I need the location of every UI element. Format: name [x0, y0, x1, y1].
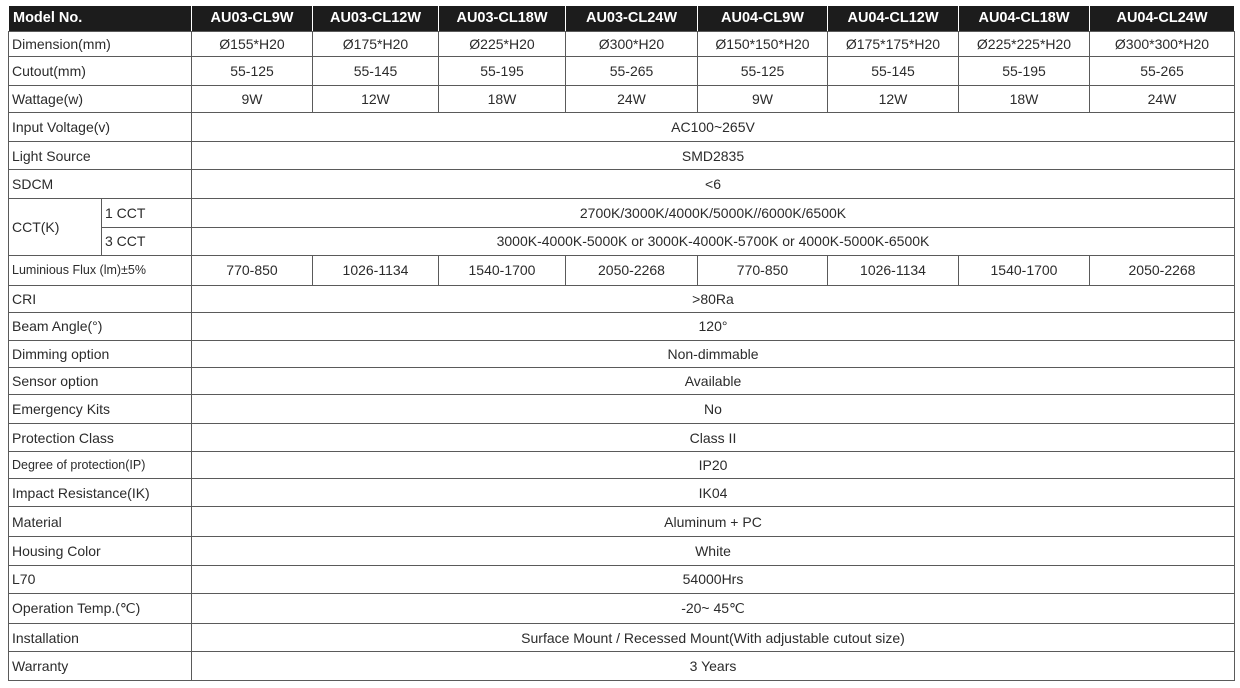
- table-cell: 18W: [439, 85, 566, 112]
- table-cell: -20~ 45℃: [192, 594, 1235, 624]
- table-cell: 54000Hrs: [192, 565, 1235, 594]
- table-row: [9, 395, 1235, 424]
- model-header: AU03-CL12W: [313, 6, 439, 32]
- row-label: Wattage(w): [9, 85, 192, 112]
- row-label: Light Source: [9, 141, 192, 170]
- table-row: [9, 423, 1235, 452]
- table-cell: IK04: [192, 478, 1235, 507]
- table-cell: Ø300*H20: [566, 32, 698, 57]
- model-header: AU04-CL9W: [698, 6, 828, 32]
- table-row: [9, 340, 1235, 367]
- table-cell: IP20: [192, 452, 1235, 478]
- row-label: Housing Color: [9, 536, 192, 565]
- model-header: AU04-CL24W: [1090, 6, 1235, 32]
- table-row: [9, 256, 1235, 286]
- table-cell: 770-850: [192, 256, 313, 286]
- model-header: AU03-CL24W: [566, 6, 698, 32]
- table-cell: 120°: [192, 313, 1235, 340]
- table-row: [9, 113, 1235, 142]
- table-row: [9, 623, 1235, 652]
- row-label: Sensor option: [9, 367, 192, 394]
- row-sublabel: 1 CCT: [102, 198, 192, 227]
- row-label: Material: [9, 507, 192, 537]
- model-header: AU03-CL18W: [439, 6, 566, 32]
- table-cell: Available: [192, 367, 1235, 394]
- table-row: [9, 478, 1235, 507]
- model-header: AU03-CL9W: [192, 6, 313, 32]
- header-row: [9, 6, 1235, 32]
- row-label: Dimension(mm): [9, 32, 192, 57]
- table-cell: Ø300*300*H20: [1090, 32, 1235, 57]
- table-cell: 55-265: [1090, 57, 1235, 86]
- table-cell: 55-125: [698, 57, 828, 86]
- table-row: [9, 85, 1235, 112]
- table-cell: 24W: [566, 85, 698, 112]
- table-row: [9, 32, 1235, 57]
- row-label: Beam Angle(°): [9, 313, 192, 340]
- row-label: Emergency Kits: [9, 395, 192, 424]
- table-cell: 55-145: [828, 57, 959, 86]
- model-header: AU04-CL18W: [959, 6, 1090, 32]
- table-cell: >80Ra: [192, 285, 1235, 312]
- table-cell: Ø175*175*H20: [828, 32, 959, 57]
- header-label: Model No.: [9, 6, 192, 32]
- table-cell: 1540-1700: [439, 256, 566, 286]
- table-row: [9, 285, 1235, 312]
- model-header: AU04-CL12W: [828, 6, 959, 32]
- row-label: Installation: [9, 623, 192, 652]
- table-cell: No: [192, 395, 1235, 424]
- table-cell: 18W: [959, 85, 1090, 112]
- table-row: [9, 227, 1235, 256]
- table-row: [9, 452, 1235, 478]
- table-cell: Ø175*H20: [313, 32, 439, 57]
- table-row: [9, 198, 1235, 227]
- table-cell: Surface Mount / Recessed Mount(With adjustable cutout size): [192, 623, 1235, 652]
- table-cell: 2050-2268: [566, 256, 698, 286]
- row-label: CCT(K): [9, 198, 102, 255]
- table-cell: SMD2835: [192, 141, 1235, 170]
- row-sublabel: 3 CCT: [102, 227, 192, 256]
- table-row: [9, 652, 1235, 681]
- table-cell: 55-265: [566, 57, 698, 86]
- table-row: [9, 141, 1235, 170]
- table-cell: 12W: [313, 85, 439, 112]
- table-cell: White: [192, 536, 1235, 565]
- table-cell: 2050-2268: [1090, 256, 1235, 286]
- row-label: CRI: [9, 285, 192, 312]
- table-row: [9, 594, 1235, 624]
- row-label: L70: [9, 565, 192, 594]
- table-cell: <6: [192, 170, 1235, 199]
- table-cell: 9W: [192, 85, 313, 112]
- table-row: [9, 565, 1235, 594]
- table-cell: 55-145: [313, 57, 439, 86]
- table-row: [9, 313, 1235, 340]
- row-label: Warranty: [9, 652, 192, 681]
- row-label: Luminious Flux (lm)±5%: [9, 256, 192, 286]
- table-cell: Aluminum + PC: [192, 507, 1235, 537]
- table-row: [9, 367, 1235, 394]
- table-cell: 55-125: [192, 57, 313, 86]
- table-cell: 3 Years: [192, 652, 1235, 681]
- row-label: SDCM: [9, 170, 192, 199]
- table-cell: Ø155*H20: [192, 32, 313, 57]
- table-cell: 1026-1134: [313, 256, 439, 286]
- table-cell: Ø225*H20: [439, 32, 566, 57]
- table-cell: Ø225*225*H20: [959, 32, 1090, 57]
- table-row: [9, 507, 1235, 537]
- row-label: Degree of protection(IP): [9, 452, 192, 478]
- table-cell: Class II: [192, 423, 1235, 452]
- row-label: Dimming option: [9, 340, 192, 367]
- table-cell: Ø150*150*H20: [698, 32, 828, 57]
- table-row: [9, 57, 1235, 86]
- table-cell: 24W: [1090, 85, 1235, 112]
- row-label: Operation Temp.(℃): [9, 594, 192, 624]
- table-cell: 9W: [698, 85, 828, 112]
- table-cell: Non-dimmable: [192, 340, 1235, 367]
- table-cell: 3000K-4000K-5000K or 3000K-4000K-5700K or 4000K-5000K-6500K: [192, 227, 1235, 256]
- table-cell: 2700K/3000K/4000K/5000K//6000K/6500K: [192, 198, 1235, 227]
- row-label: Input Voltage(v): [9, 113, 192, 142]
- table-cell: 12W: [828, 85, 959, 112]
- table-cell: AC100~265V: [192, 113, 1235, 142]
- table-cell: 55-195: [439, 57, 566, 86]
- table-cell: 770-850: [698, 256, 828, 286]
- row-label: Protection Class: [9, 423, 192, 452]
- table-row: [9, 170, 1235, 199]
- table-row: [9, 536, 1235, 565]
- spec-table: [8, 5, 1235, 681]
- table-cell: 1540-1700: [959, 256, 1090, 286]
- row-label: Cutout(mm): [9, 57, 192, 86]
- table-cell: 55-195: [959, 57, 1090, 86]
- table-cell: 1026-1134: [828, 256, 959, 286]
- row-label: Impact Resistance(IK): [9, 478, 192, 507]
